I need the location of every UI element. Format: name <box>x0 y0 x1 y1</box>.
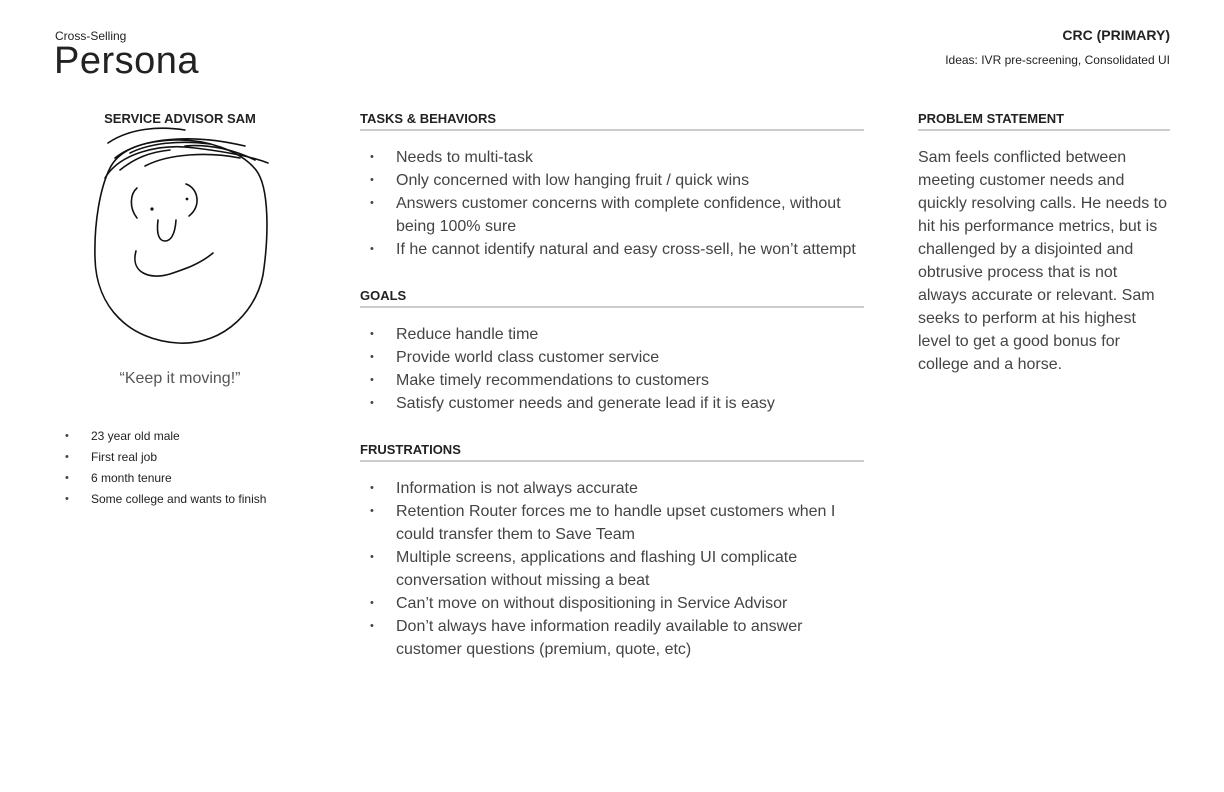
demographics-list <box>55 426 315 510</box>
list-item: • 6 month tenure <box>55 468 315 489</box>
problem-heading: PROBLEM STATEMENT <box>918 111 1170 131</box>
tasks-list <box>360 146 864 261</box>
list-item: • Don’t always have information readily available to answer customer questions (premium, quote, etc) <box>360 615 864 661</box>
persona-quote: “Keep it moving!” <box>119 370 241 387</box>
eyebrow-label: Cross-Selling <box>55 29 127 43</box>
list-item: • Only concerned with low hanging fruit / quick wins <box>360 169 864 192</box>
persona-name: SERVICE ADVISOR SAM <box>104 111 256 126</box>
list-item: • Answers customer concerns with complete confidence, without being 100% sure <box>360 192 864 238</box>
list-item: • 23 year old male <box>55 426 315 447</box>
page-title: Persona <box>54 40 200 82</box>
frustrations-list <box>360 477 864 661</box>
list-item: • Can’t move on without dispositioning in Service Advisor <box>360 592 864 615</box>
ideas-label: Ideas: IVR pre-screening, Consolidated UI <box>945 53 1170 67</box>
list-item: • First real job <box>55 447 315 468</box>
list-item: • Retention Router forces me to handle upset customers when I could transfer them to Save Team <box>360 500 864 546</box>
frustrations-heading: FRUSTRATIONS <box>360 442 864 462</box>
list-item: • Reduce handle time <box>360 323 864 346</box>
list-item: • Needs to multi-task <box>360 146 864 169</box>
goals-heading: GOALS <box>360 288 864 308</box>
list-item: • Multiple screens, applications and flashing UI complicate conversation without missing a beat <box>360 546 864 592</box>
list-item: • Provide world class customer service <box>360 346 864 369</box>
list-item: • Some college and wants to finish <box>55 489 315 510</box>
list-item: • Information is not always accurate <box>360 477 864 500</box>
list-item: • Make timely recommendations to customers <box>360 369 864 392</box>
list-item: • Satisfy customer needs and generate lead if it is easy <box>360 392 864 415</box>
goals-list <box>360 323 864 415</box>
persona-sketch <box>90 108 280 348</box>
tasks-heading: TASKS & BEHAVIORS <box>360 111 864 131</box>
segment-label: CRC (PRIMARY) <box>1062 27 1170 43</box>
problem-statement: Sam feels conflicted between meeting customer needs and quickly resolving calls. He needs to hit his performance metrics, but is challenged by a disjointed and obtrusive process that is not always accurate or relevant. Sam seeks to perform at his highest level to get a good bonus for college and a horse. <box>918 149 1168 373</box>
list-item: • If he cannot identify natural and easy cross-sell, he won’t attempt <box>360 238 864 261</box>
